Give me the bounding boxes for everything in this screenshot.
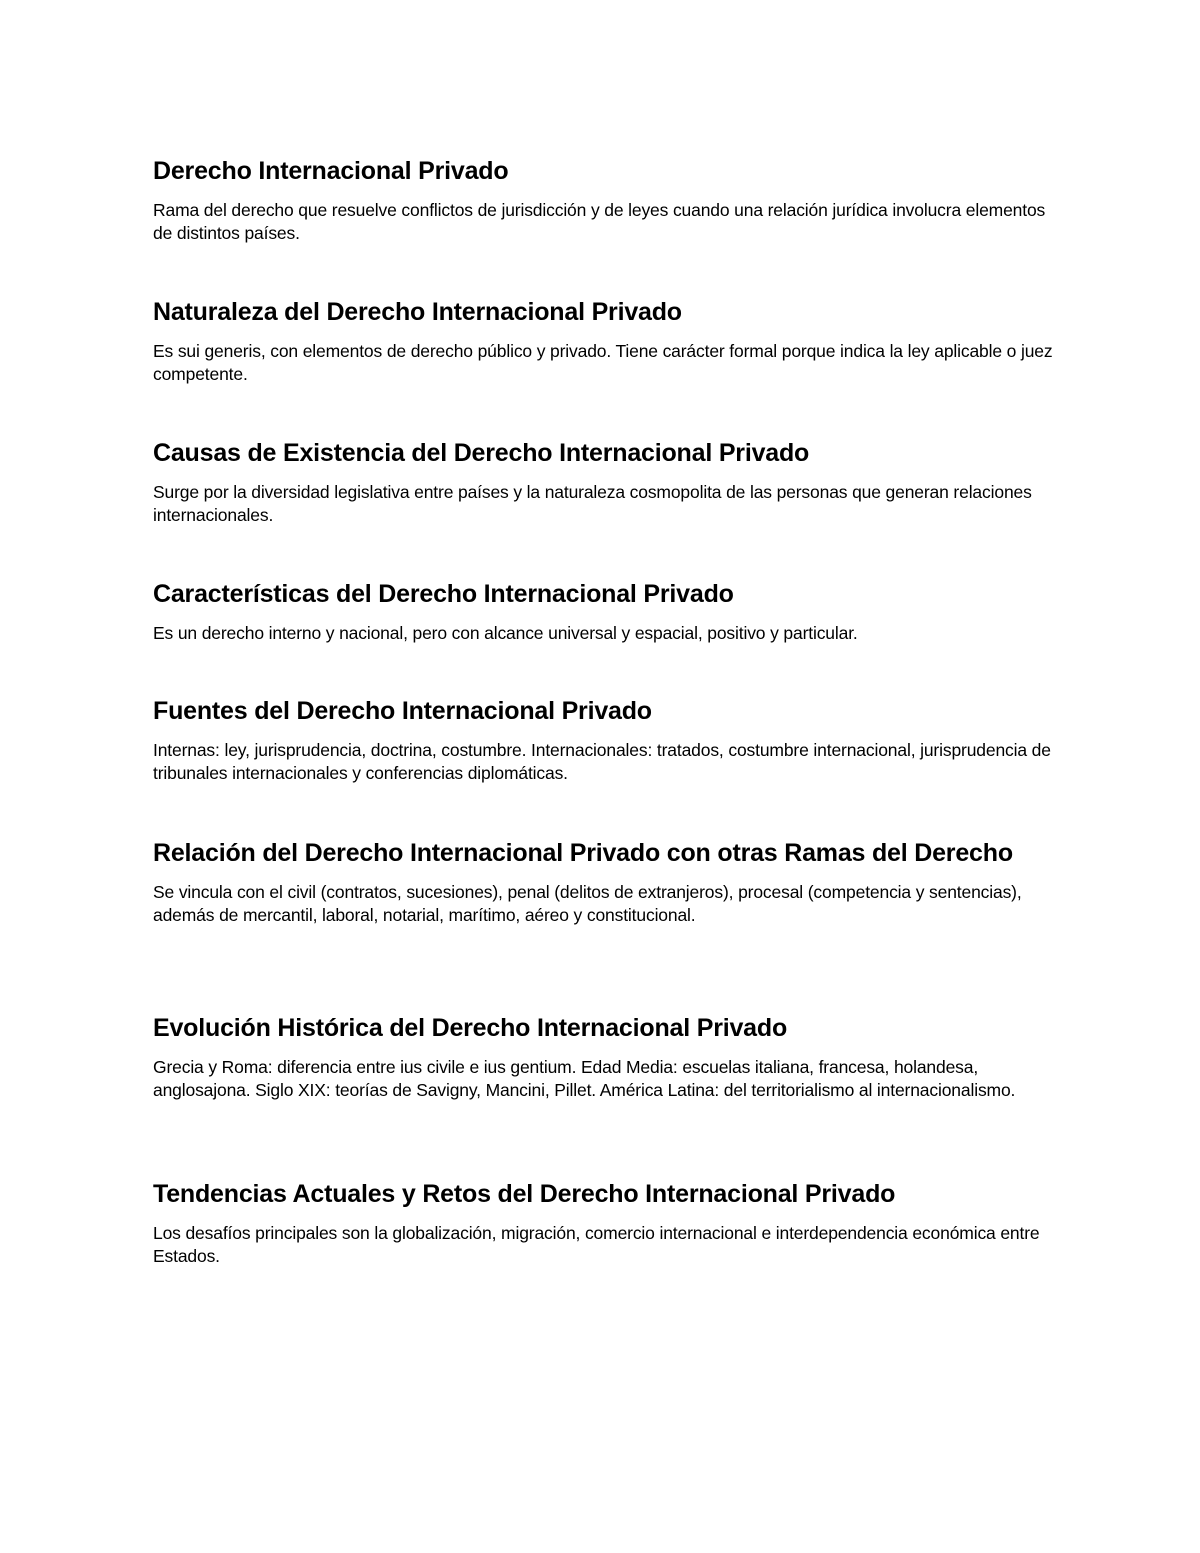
section-body: Es sui generis, con elementos de derecho público y privado. Tiene carácter formal porque indica la ley aplicable o juez competente. — [153, 341, 1053, 384]
section-body: Es un derecho interno y nacional, pero con alcance universal y espacial, positivo y particular. — [153, 623, 858, 643]
section-fuentes — [153, 694, 1053, 785]
section-body: Los desafíos principales son la globalización, migración, comercio internacional e interdependencia económica entre Estados. — [153, 1223, 1040, 1266]
section-heading: Relación del Derecho Internacional Privado con otras Ramas del Derecho — [153, 839, 1013, 867]
section-heading: Naturaleza del Derecho Internacional Privado — [153, 298, 682, 326]
section-tendencias — [153, 1177, 1053, 1268]
section-definition — [153, 154, 1053, 245]
section-heading: Características del Derecho Internacional Privado — [153, 580, 734, 608]
section-body: Internas: ley, jurisprudencia, doctrina, costumbre. Internacionales: tratados, costumbre internacional, jurisprudencia de tribunales internacionales y conferencias diplomáticas. — [153, 740, 1051, 783]
section-heading: Fuentes del Derecho Internacional Privado — [153, 697, 652, 725]
section-causas — [153, 436, 1053, 527]
section-relacion — [153, 836, 1053, 927]
section-body: Grecia y Roma: diferencia entre ius civile e ius gentium. Edad Media: escuelas italiana, francesa, holandesa, anglosajona. Siglo XIX: teorías de Savigny, Mancini, Pillet. América Latina: del territorialismo al internacionalismo. — [153, 1057, 1016, 1100]
section-heading: Evolución Histórica del Derecho Internacional Privado — [153, 1014, 788, 1042]
section-body: Rama del derecho que resuelve conflictos de jurisdicción y de leyes cuando una relación jurídica involucra elementos de distintos países. — [153, 200, 1046, 243]
section-body: Surge por la diversidad legislativa entre países y la naturaleza cosmopolita de las personas que generan relaciones internacionales. — [153, 482, 1032, 525]
section-heading: Derecho Internacional Privado — [153, 157, 509, 185]
section-body: Se vincula con el civil (contratos, sucesiones), penal (delitos de extranjeros), procesal (competencia y sentencias), además de mercantil, laboral, notarial, marítimo, aéreo y constitucional. — [153, 882, 1022, 925]
section-heading: Causas de Existencia del Derecho Internacional Privado — [153, 439, 810, 467]
section-heading: Tendencias Actuales y Retos del Derecho Internacional Privado — [153, 1180, 896, 1208]
section-evolucion — [153, 1011, 1053, 1102]
section-caracteristicas — [153, 577, 1053, 645]
section-naturaleza — [153, 295, 1053, 386]
